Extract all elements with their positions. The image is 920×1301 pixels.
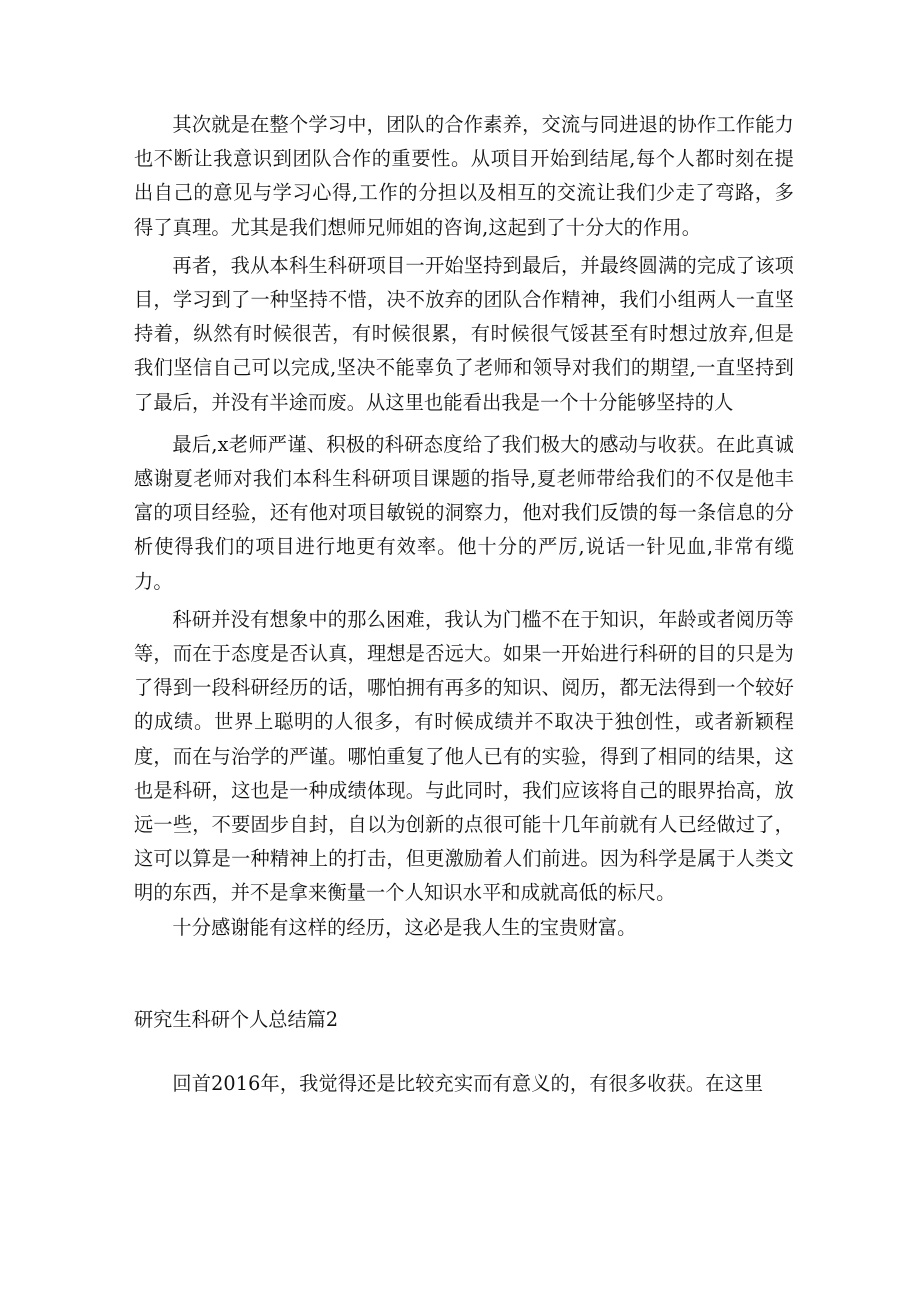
paragraph-persistence: 再者，我从本科生科研项目一开始坚持到最后，并最终圆满的完成了该项目，学习到了一种坚持不惜，决不放弃的团队合作精神，我们小组两人一直坚持着，纵然有时候很苦，有时候很累，有时候很气馁甚至有时想过放弃,但是我们坚信自己可以完成,坚决不能辜负了老师和领导对我们的期望,一直坚持到了最后，并没有半途而废。从这里也能看出我是一个十分能够坚持的人 bbox=[134, 253, 794, 414]
section-title: 研究生科研个人总结篇2 bbox=[134, 1007, 339, 1031]
paragraph-teacher-thanks: 最后,x老师严谨、积极的科研态度给了我们极大的感动与收获。在此真诚感谢夏老师对我们本科生科研项目课题的指导,夏老师带给我们的不仅是他丰富的项目经验，还有他对项目敏锐的洞察力，他对我们反馈的每一条信息的分析使得我们的项目进行地更有效率。他十分的严厉,说话一针见血,非常有缆力。 bbox=[134, 432, 794, 593]
paragraph-teamwork: 其次就是在整个学习中，团队的合作素养，交流与同进退的协作工作能力也不断让我意识到团队合作的重要性。从项目开始到结尾,每个人都时刻在提出自己的意见与学习心得,工作的分担以及相互的交流让我们少走了弯路，多得了真理。尤其是我们想师兄师姐的咨询,这起到了十分大的作用。 bbox=[134, 113, 794, 239]
paragraph-review-2016: 回首2016年，我觉得还是比较充实而有意义的，有很多收获。在这里 bbox=[172, 1071, 764, 1095]
paragraph-gratitude: 十分感谢能有这样的经历，这必是我人生的宝贵财富。 bbox=[172, 915, 637, 939]
paragraph-research-attitude: 科研并没有想象中的那么困难，我认为门槛不在于知识，年龄或者阅历等等，而在于态度是否认真，理想是否远大。如果一开始进行科研的目的只是为了得到一段科研经历的话，哪怕拥有再多的知识、阅历，都无法得到一个较好的成绩。世界上聪明的人很多，有时候成绩并不取决于独创性，或者新颖程度，而在与治学的严谨。哪怕重复了他人已有的实验，得到了相同的结果，这也是科研，这也是一种成绩体现。与此同时，我们应该将自己的眼界抬高，放远一些，不要固步自封，自以为创新的点很可能十几年前就有人已经做过了，这可以算是一种精神上的打击，但更激励着人们前进。因为科学是属于人类文明的东西，并不是拿来衡量一个人知识水平和成就高低的标尺。 bbox=[134, 607, 794, 905]
document-page bbox=[134, 108, 794, 1101]
